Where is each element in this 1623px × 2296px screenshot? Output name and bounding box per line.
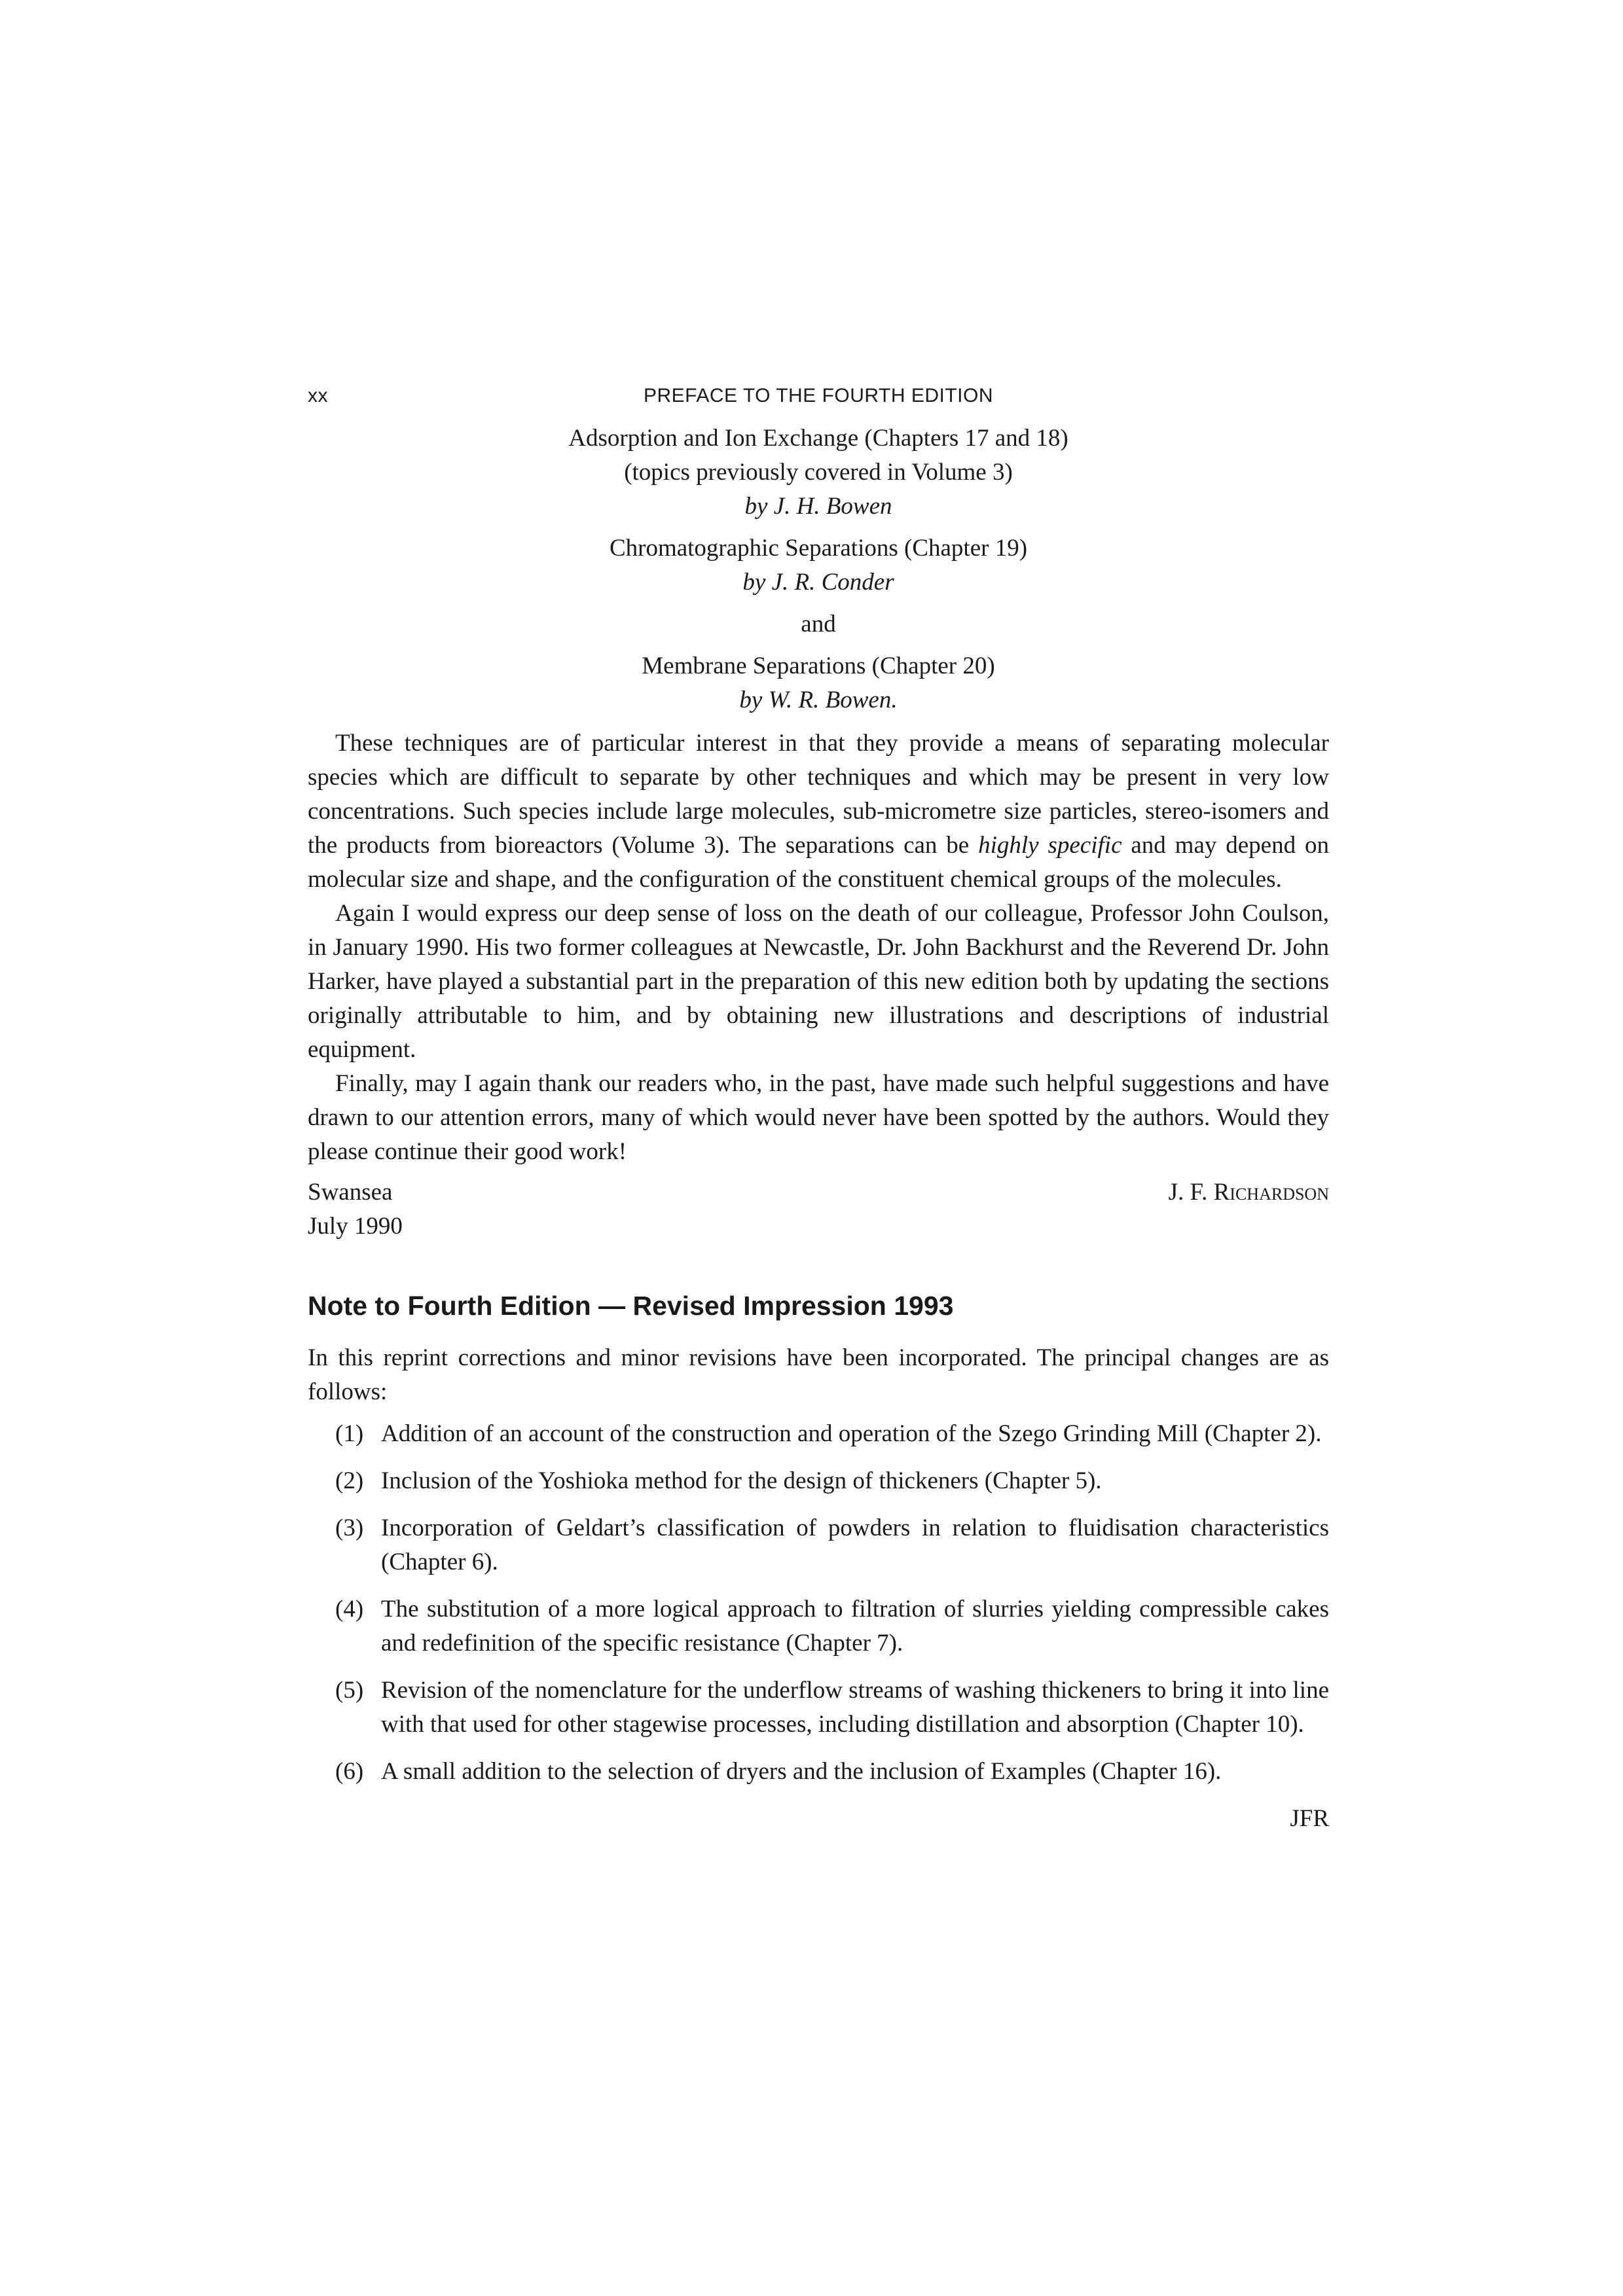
contribution-title-line: Adsorption and Ion Exchange (Chapters 17 and 18) [568, 425, 1068, 452]
page [308, 385, 1329, 1836]
list-item-number: (5) [335, 1677, 364, 1704]
author-initials: JFR [1290, 1805, 1329, 1832]
signature-block [308, 1175, 1329, 1244]
list-item-number: (1) [335, 1420, 364, 1447]
list-item-number: (4) [335, 1596, 364, 1623]
contribution-conjunction: and [801, 611, 836, 637]
contribution-author: by W. R. Bowen. [739, 687, 898, 713]
signature-author: J. F. Richardson [1168, 1179, 1329, 1206]
contribution-membrane [308, 649, 1329, 717]
signature-date: July 1990 [308, 1213, 403, 1240]
list-item [308, 1592, 1329, 1660]
contribution-author: by J. R. Conder [742, 569, 894, 596]
list-item-number: (6) [335, 1758, 364, 1785]
list-item [308, 1511, 1329, 1579]
signature-place: Swansea [308, 1179, 393, 1206]
list-item-text: Addition of an account of the construction and operation of the Szego Grinding Mill (Chapter 2). [381, 1420, 1322, 1447]
list-item [308, 1417, 1329, 1451]
list-item [308, 1464, 1329, 1498]
list-item-text: Inclusion of the Yoshioka method for the design of thickeners (Chapter 5). [381, 1467, 1102, 1494]
list-item-text: Incorporation of Geldart’s classification of powders in relation to fluidisation characteristics (Chapter 6). [381, 1515, 1329, 1575]
paragraph-techniques [308, 726, 1329, 897]
changes-list [308, 1417, 1329, 1789]
running-title: PREFACE TO THE FOURTH EDITION [643, 385, 994, 406]
list-item-text: The substitution of a more logical approach to filtration of slurries yielding compressible cakes and redefinition of the specific resistance (Chapter 7). [381, 1596, 1329, 1657]
contributions-list [308, 422, 1329, 717]
contribution-adsorption [308, 422, 1329, 524]
list-item [308, 1674, 1329, 1742]
emphasis-text: highly specific [978, 832, 1122, 859]
contribution-title-line: Chromatographic Separations (Chapter 19) [609, 535, 1028, 562]
note-intro: In this reprint corrections and minor revisions have been incorporated. The principal changes are as follows: [308, 1344, 1329, 1405]
section-heading: Note to Fourth Edition — Revised Impression 1993 [308, 1291, 954, 1321]
paragraph-text: and may depend on molecular size and shape, and the configuration of the constituent chemical groups of the molecules. [308, 832, 1329, 893]
contribution-title-line: Membrane Separations (Chapter 20) [642, 653, 995, 679]
list-item-number: (2) [335, 1467, 364, 1494]
paragraph-text: These techniques are of particular interest in that they provide a means of separating molecular species which are difficult to separate by other techniques and which may be present in very low concentrations. Such species include large molecules, sub-micrometre size particles, stereo-isomers and the products from bioreactors (Volume 3). The separations can be [308, 730, 1329, 859]
paragraph-thanks: Finally, may I again thank our readers who, in the past, have made such helpful suggestions and have drawn to our attention errors, many of which would never have been spotted by the authors. Would they please continue their good work! [308, 1070, 1329, 1165]
contribution-chromatography [308, 531, 1329, 600]
contribution-title-line: (topics previously covered in Volume 3) [624, 459, 1013, 486]
contribution-author: by J. H. Bowen [744, 493, 892, 520]
list-item [308, 1755, 1329, 1789]
paragraph-coulson: Again I would express our deep sense of loss on the death of our colleague, Professor John Coulson, in January 1990. His two former colleagues at Newcastle, Dr. John Backhurst and the Reverend Dr. John Harker, have played a substantial part in the preparation of this new edition both by updating the sections originally attributable to him, and by obtaining new illustrations and descriptions of industrial equipment. [308, 900, 1329, 1063]
list-item-number: (3) [335, 1515, 364, 1541]
running-head [308, 385, 1329, 418]
page-number: xx [308, 385, 328, 406]
list-item-text: A small addition to the selection of dryers and the inclusion of Examples (Chapter 16). [381, 1758, 1222, 1785]
list-item-text: Revision of the nomenclature for the underflow streams of washing thickeners to bring it into line with that used for other stagewise processes, including distillation and absorption (Chapter 10). [381, 1677, 1329, 1738]
